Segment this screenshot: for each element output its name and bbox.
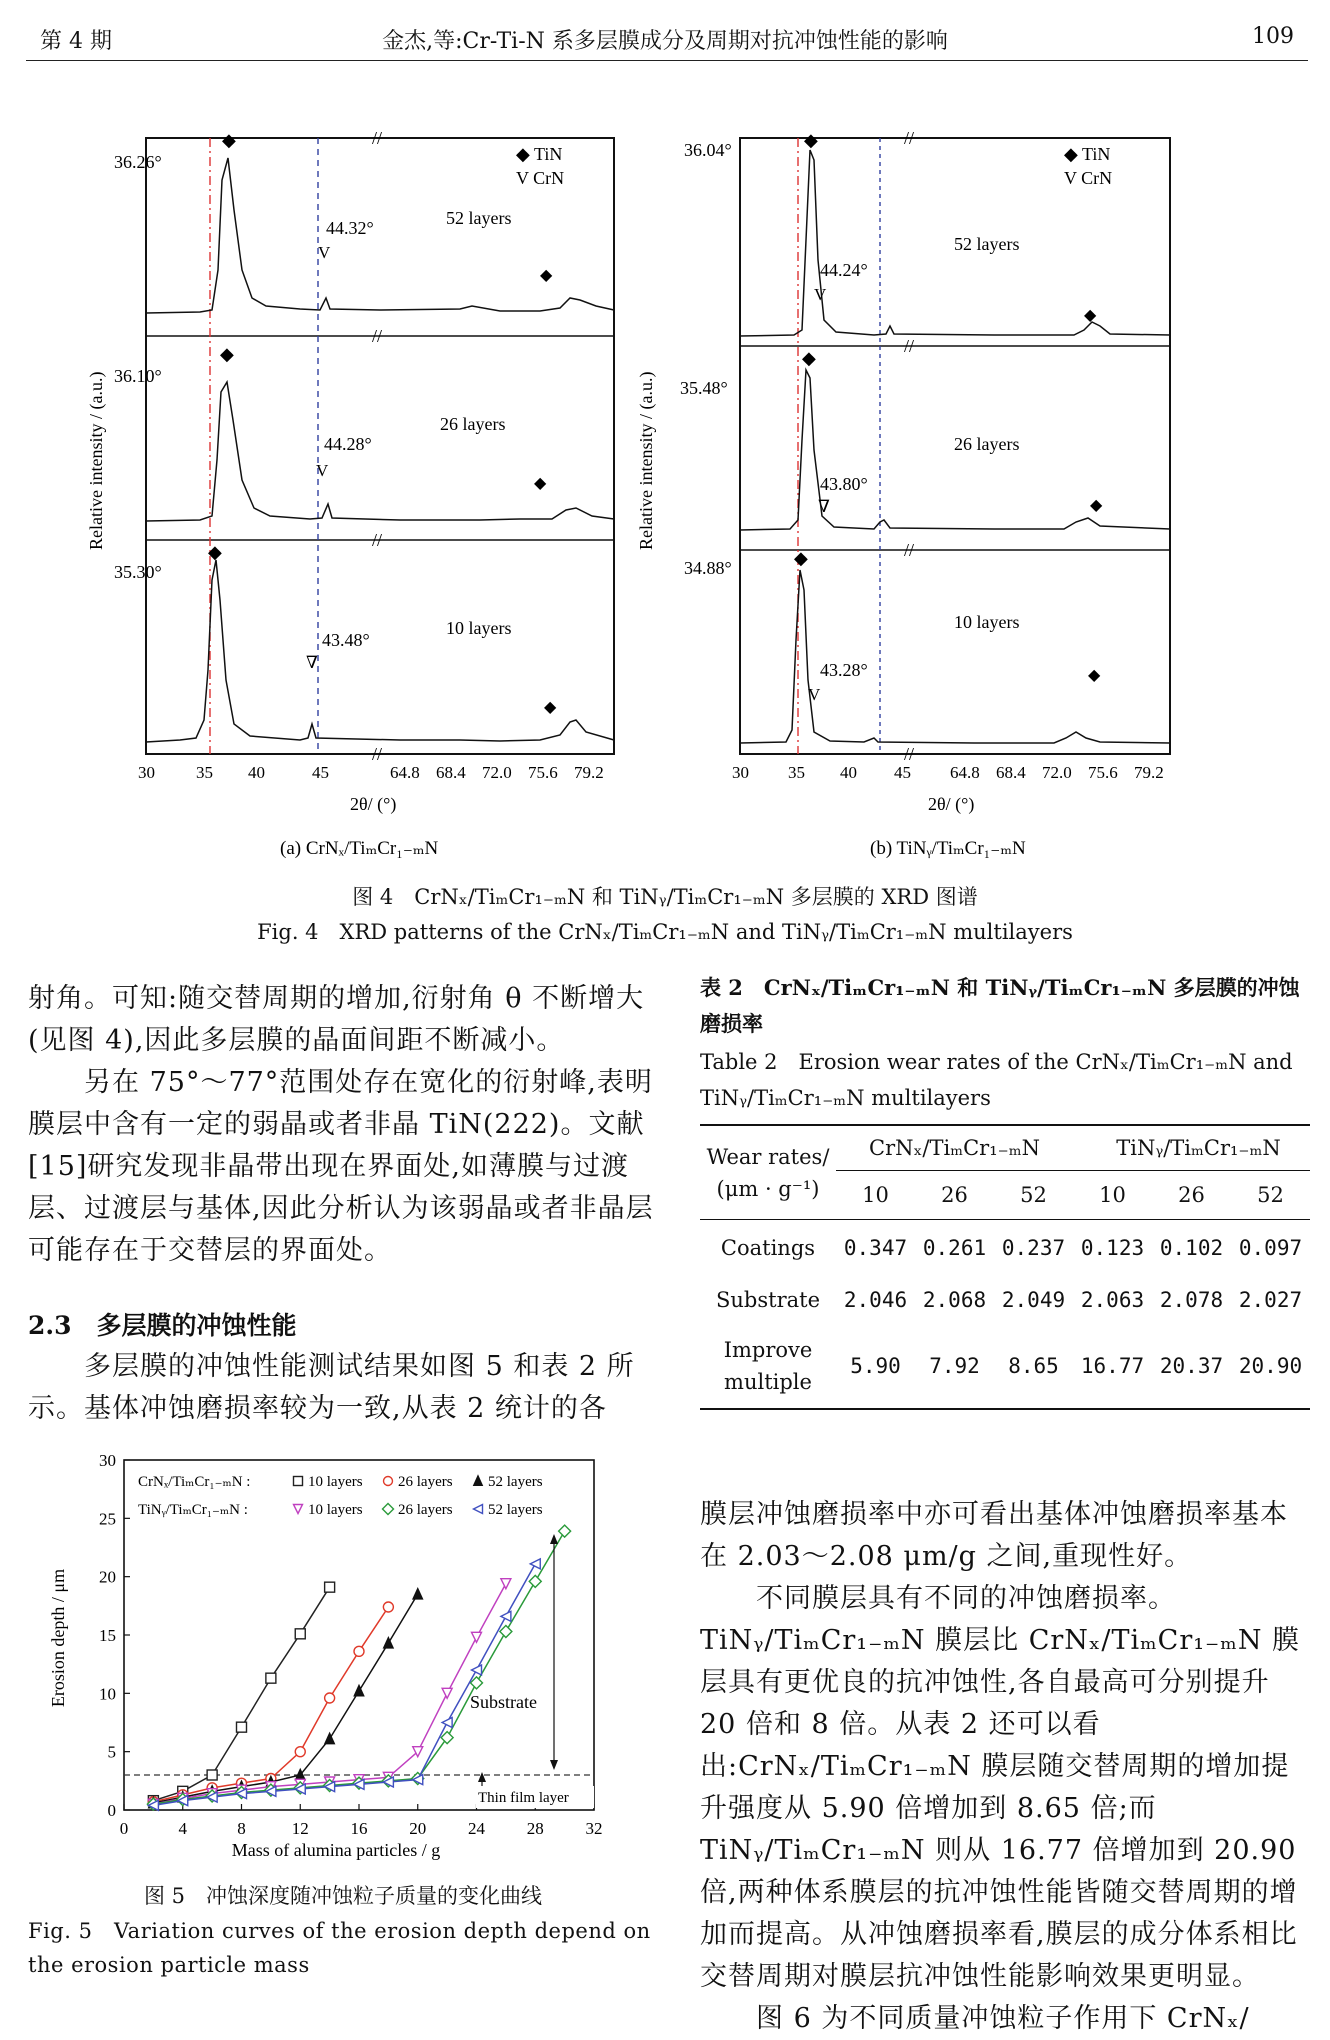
cell: 2.027 (1238, 1288, 1303, 1312)
cell: 7.92 (929, 1354, 980, 1378)
tin-marker: ◆ (1088, 667, 1101, 684)
y-tick-label: 30 (99, 1451, 116, 1470)
x-tick-label: 20 (409, 1819, 427, 1838)
data-point (295, 1629, 305, 1639)
crn-marker: V (318, 243, 331, 262)
wear-rate-table (700, 1126, 1310, 1408)
x-tick-label: 32 (585, 1819, 603, 1838)
layers-label: 10 layers (954, 612, 1020, 632)
axis-break-mark: // (904, 744, 915, 764)
layer-header: 26 (915, 1171, 994, 1220)
axis-break-mark: // (372, 744, 383, 764)
layer-header: 52 (994, 1171, 1073, 1220)
cell: 0.347 (843, 1236, 908, 1260)
series-line (153, 1587, 329, 1801)
tick: 79.2 (1134, 763, 1164, 782)
thin-film-label: Thin film layer (478, 1790, 569, 1806)
x-tick-label: 28 (526, 1819, 544, 1838)
legend-marker (294, 1505, 303, 1514)
y-tick-label: 10 (99, 1684, 116, 1704)
paragraph: 另在 75°～77°范围处存在宽化的衍射峰,表明膜层中含有一定的弱晶或者非晶 TiN(222)。文献[15]研究发现非晶带出现在界面处,如薄膜与过渡层、过渡层与基体,因此分析认为该弱晶或者非晶层可能存在于交替层的界面处。 (28, 1067, 654, 1266)
tin-marker: ◆ (1084, 307, 1097, 324)
data-point (441, 1732, 453, 1744)
legend-crn: V CrN (1064, 168, 1113, 188)
series-line (153, 1531, 564, 1804)
header-rule (26, 60, 1308, 61)
right-column-text (700, 1494, 1310, 2040)
xrd-trace-b-10 (740, 570, 1170, 743)
layer-header: 26 (1152, 1171, 1231, 1220)
data-point (413, 1588, 423, 1599)
x-tick-label: 0 (119, 1819, 129, 1838)
legend-tin: ◆ TiN (516, 144, 563, 164)
legend-group-2: TiNᵧ/TiₘCr₁₋ₘN : (138, 1502, 248, 1518)
cell: 0.102 (1159, 1236, 1224, 1260)
x-ticks-a (138, 763, 604, 782)
peak-label-crn: 44.24° (820, 260, 868, 280)
tick: 40 (840, 763, 857, 782)
tick: 75.6 (1088, 763, 1118, 782)
tick: 45 (894, 763, 911, 782)
data-point (383, 1637, 393, 1648)
y-tick-label: 5 (107, 1742, 116, 1762)
table-2-title-cn: 表 2 CrNₓ/TiₘCr₁₋ₘN 和 TiNᵧ/TiₘCr₁₋ₘN 多层膜的冲蚀磨损率 (700, 975, 1300, 1036)
left-column-text-2 (28, 1346, 658, 1430)
axis-break-mark: // (904, 128, 915, 148)
corner-line: Wear rates/ (706, 1144, 830, 1169)
x-tick-label: 12 (291, 1819, 309, 1838)
layer-header: 10 (836, 1171, 915, 1220)
data-point (559, 1525, 571, 1537)
layers-label: 10 layers (446, 618, 512, 638)
legend-marker (474, 1505, 483, 1514)
peak-label-tin: 34.88° (684, 558, 732, 578)
layers-label: 52 layers (954, 234, 1020, 254)
tin-marker: ◆ (802, 348, 816, 368)
tick: 64.8 (950, 763, 980, 782)
legend-series-label: 52 layers (488, 1502, 543, 1518)
chart-legend (138, 1474, 543, 1518)
crn-marker: ∇ (306, 653, 318, 672)
layer-header: 10 (1073, 1171, 1152, 1220)
group-header: CrNₓ/TiₘCr₁₋ₘN (836, 1126, 1073, 1171)
section-heading (28, 1306, 297, 1342)
row-label: Substrate (716, 1288, 820, 1312)
x-tick-label: 16 (350, 1819, 368, 1838)
cell: 20.37 (1159, 1354, 1224, 1378)
cell: 0.123 (1080, 1236, 1145, 1260)
paragraph: 射角。可知:随交替周期的增加,衍射角 θ 不断增大(见图 4),因此多层膜的晶面间距不断减小。 (28, 983, 645, 1056)
peak-label-tin: 35.30° (114, 562, 162, 582)
peak-label-crn: 44.28° (324, 434, 372, 454)
chart-series (147, 1525, 570, 1810)
tick: 35 (788, 763, 805, 782)
data-point (325, 1693, 335, 1703)
paragraph: 膜层冲蚀磨损率中亦可看出基体冲蚀磨损率基本在 2.03～2.08 μm/g 之间,重现性好。 (700, 1499, 1288, 1572)
section-title: 多层膜的冲蚀性能 (96, 1311, 297, 1340)
y-tick-label: 15 (99, 1626, 116, 1645)
cell: 0.261 (922, 1236, 987, 1260)
xrd-panel-b (636, 128, 1170, 859)
legend-marker (383, 1504, 394, 1515)
tick: 45 (312, 763, 329, 782)
group-header: TiNᵧ/TiₘCr₁₋ₘN (1073, 1126, 1310, 1171)
peak-label-crn: 44.32° (326, 218, 374, 238)
layers-label: 26 layers (954, 434, 1020, 454)
data-point (383, 1602, 393, 1612)
section-number: 2.3 (28, 1311, 72, 1340)
tick: 72.0 (1042, 763, 1072, 782)
tick: 75.6 (528, 763, 558, 782)
arrow-head (478, 1772, 486, 1782)
cell: 2.049 (1001, 1288, 1066, 1312)
tick: 30 (732, 763, 749, 782)
cell: 5.90 (850, 1354, 901, 1378)
series-line (153, 1607, 388, 1802)
cell: 2.078 (1159, 1288, 1224, 1312)
x-axis-label: Mass of alumina particles / g (231, 1840, 441, 1860)
legend-series-label: 10 layers (308, 1474, 363, 1490)
page-number: 109 (1252, 24, 1294, 49)
cell: 8.65 (1008, 1354, 1059, 1378)
legend-marker (474, 1476, 483, 1486)
x-axis-label: 2θ/ (°) (350, 794, 397, 814)
x-tick-label: 4 (178, 1819, 187, 1838)
axis-break-mark: // (372, 128, 383, 148)
cell: 0.097 (1238, 1236, 1303, 1260)
row-label-line: Improve (723, 1338, 813, 1362)
figure-4-caption-cn: 图 4 CrNₓ/TiₘCr₁₋ₘN 和 TiNᵧ/TiₘCr₁₋ₘN 多层膜的 XRD 图谱 (352, 885, 978, 909)
x-axis-label: 2θ/ (°) (928, 794, 975, 814)
tick: 64.8 (390, 763, 420, 782)
table-corner-header (700, 1126, 836, 1220)
y-tick-label: 0 (107, 1801, 116, 1820)
panel-a-label: (a) CrNₓ/TiₘCr₁₋ₘN (280, 838, 439, 859)
arrow-head (550, 1760, 558, 1770)
crn-marker: V (316, 461, 329, 480)
table-2 (700, 1124, 1310, 1410)
tin-marker: ◆ (1090, 497, 1103, 514)
data-point (354, 1646, 364, 1656)
y-axis-label: Erosion depth / μm (48, 1568, 68, 1708)
x-tick-label: 24 (468, 1819, 485, 1838)
data-point (266, 1673, 276, 1683)
table-row (700, 1276, 1310, 1324)
legend-marker (384, 1477, 393, 1486)
data-point (472, 1632, 482, 1642)
xrd-panel-a (86, 128, 614, 859)
cell: 2.046 (843, 1288, 908, 1312)
figure-5-chart (36, 1448, 616, 1868)
tick: 40 (248, 763, 265, 782)
tin-marker: ◆ (222, 130, 236, 150)
data-point (237, 1722, 247, 1732)
axis-break-mark: // (904, 336, 915, 356)
panel-b-label: (b) TiNᵧ/TiₘCr₁₋ₘN (870, 838, 1026, 859)
peak-label-tin: 36.04° (684, 140, 732, 160)
legend-series-label: 26 layers (398, 1502, 453, 1518)
x-ticks-b (732, 763, 1164, 782)
tick: 68.4 (436, 763, 466, 782)
tin-marker: ◆ (220, 344, 234, 364)
substrate-label: Substrate (470, 1692, 537, 1712)
y-axis-label: Relative intensity / (a.u.) (636, 371, 656, 550)
cell: 0.237 (1001, 1236, 1066, 1260)
tin-marker: ◆ (804, 130, 818, 150)
arrow-head (550, 1534, 558, 1544)
running-title: 金杰,等:Cr-Ti-N 系多层膜成分及周期对抗冲蚀性能的影响 (382, 29, 948, 54)
axis-break-mark: // (904, 540, 915, 560)
legend-crn: V CrN (516, 168, 565, 188)
peak-label-crn: 43.48° (322, 630, 370, 650)
cell: 16.77 (1080, 1354, 1145, 1378)
data-point (442, 1718, 452, 1728)
tin-marker: ◆ (534, 475, 547, 492)
paragraph: 图 6 为不同质量冲蚀粒子作用下 CrNₓ/ (756, 2003, 1250, 2034)
crn-marker: V (808, 685, 821, 704)
peak-label-crn: 43.28° (820, 660, 868, 680)
corner-line: (μm · g⁻¹) (716, 1176, 820, 1201)
y-tick-label: 25 (99, 1509, 116, 1529)
data-point (442, 1688, 452, 1698)
crn-marker: V (814, 285, 827, 304)
panel-a-frame (146, 138, 614, 754)
cell: 20.90 (1238, 1354, 1303, 1378)
series-line (153, 1594, 417, 1803)
x-tick-label: 8 (237, 1819, 246, 1838)
layers-label: 26 layers (440, 414, 506, 434)
y-tick-label: 20 (99, 1567, 116, 1587)
axis-break-mark: // (372, 530, 383, 550)
legend-marker (294, 1477, 303, 1486)
tin-marker: ◆ (794, 548, 808, 568)
data-point (501, 1579, 511, 1589)
row-label (700, 1324, 836, 1408)
cell: 2.063 (1080, 1288, 1145, 1312)
paragraph: 多层膜的冲蚀性能测试结果如图 5 和表 2 所示。基体冲蚀磨损率较为一致,从表 2 统计的各 (28, 1351, 635, 1424)
figure-4-caption-en: Fig. 4 XRD patterns of the CrNₓ/TiₘCr₁₋ₘN and TiNᵧ/TiₘCr₁₋ₘN multilayers (257, 920, 1073, 944)
crn-marker: ∇ (818, 497, 830, 516)
tick: 68.4 (996, 763, 1026, 782)
peak-label-tin: 36.10° (114, 366, 162, 386)
figure-5-caption-en: Fig. 5 Variation curves of the erosion depth depend on the erosion particle mass (28, 1919, 651, 1977)
legend-series-label: 10 layers (308, 1502, 363, 1518)
peak-label-crn: 43.80° (820, 474, 868, 494)
legend-group-1: CrNₓ/TiₘCr₁₋ₘN : (138, 1474, 251, 1490)
data-point (295, 1747, 305, 1757)
y-axis-label: Relative intensity / (a.u.) (86, 371, 106, 550)
legend-tin: ◆ TiN (1064, 144, 1111, 164)
left-column-text (28, 978, 658, 1272)
row-label: Coatings (720, 1236, 816, 1260)
peak-label-tin: 35.48° (680, 378, 728, 398)
row-label-line: multiple (724, 1370, 812, 1394)
tin-marker: ◆ (208, 542, 222, 562)
axis-break-mark: // (372, 326, 383, 346)
xrd-trace-a-26 (146, 382, 614, 521)
layer-header: 52 (1231, 1171, 1310, 1220)
tick: 79.2 (574, 763, 604, 782)
tin-marker: ◆ (544, 699, 557, 716)
cell: 2.068 (922, 1288, 987, 1312)
issue-number: 第 4 期 (40, 29, 112, 54)
tick: 72.0 (482, 763, 512, 782)
data-point (325, 1582, 335, 1592)
table-2-title-en: Table 2 Erosion wear rates of the CrNₓ/TiₘCr₁₋ₘN and TiNᵧ/TiₘCr₁₋ₘN multilayers (700, 1050, 1293, 1110)
data-point (530, 1559, 540, 1569)
table-row (700, 1324, 1310, 1408)
peak-label-tin: 36.26° (114, 152, 162, 172)
data-point (500, 1626, 512, 1638)
tick: 35 (196, 763, 213, 782)
data-point (207, 1770, 217, 1780)
table-row (700, 1220, 1310, 1277)
paragraph: 不同膜层具有不同的冲蚀磨损率。TiNᵧ/TiₘCr₁₋ₘN 膜层比 CrNₓ/TiₘCr₁₋ₘN 膜层具有更优良的抗冲蚀性,各自最高可分别提升 20 倍和 8 倍。从表 2 还可以看出:CrNₓ/TiₘCr₁₋ₘN 膜层随交替周期的增加提升强度从 5.90 倍增加到 8.65 倍;而 TiNᵧ/TiₘCr₁₋ₘN 则从 16.77 倍增加到 20.90 倍,两种体系膜层的抗冲蚀性能皆随交替周期的增加而提高。从冲蚀磨损率看,膜层的成分体系相比交替周期对膜层抗冲蚀性能影响效果更明显。 (700, 1583, 1301, 1992)
tick: 30 (138, 763, 155, 782)
data-point (501, 1611, 511, 1621)
figure-5-caption-cn: 图 5 冲蚀深度随冲蚀粒子质量的变化曲线 (143, 1884, 543, 1908)
data-point (472, 1665, 482, 1675)
tin-marker: ◆ (540, 267, 553, 284)
legend-series-label: 52 layers (488, 1474, 543, 1490)
layers-label: 52 layers (446, 208, 512, 228)
figure-4 (86, 120, 1250, 890)
data-point (529, 1575, 541, 1587)
legend-series-label: 26 layers (398, 1474, 453, 1490)
